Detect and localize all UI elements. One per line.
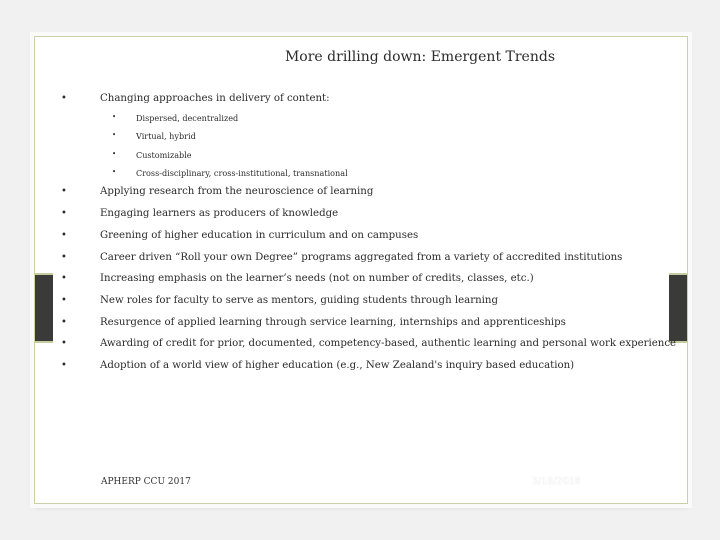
item-text: Career driven “Roll your own Degree” programs aggregated from a variety of accredited institutions (100, 252, 623, 263)
bullet-icon: • (61, 360, 67, 371)
bullet-icon: • (61, 273, 67, 284)
right-tab-decoration (669, 273, 687, 343)
item-text: Resurgence of applied learning through service learning, internships and apprenticeships (100, 317, 566, 328)
item-text: Changing approaches in delivery of content: (100, 93, 330, 104)
sub-item-text: Dispersed, decentralized (136, 113, 239, 123)
bullet-icon: • (112, 113, 117, 121)
item-text: Applying research from the neuroscience of learning (100, 186, 374, 197)
footer-date: 3/16/2018 (532, 476, 581, 487)
bullet-icon: • (61, 338, 67, 349)
bullet-icon: • (61, 208, 67, 219)
bullet-icon: • (61, 295, 67, 306)
bullet-icon: • (112, 131, 117, 139)
bullet-icon: • (112, 150, 117, 158)
item-text: New roles for faculty to serve as mentors, guiding students through learning (100, 295, 499, 306)
item-text: Greening of higher education in curriculum and on campuses (100, 230, 419, 241)
bullet-icon: • (61, 317, 67, 328)
sub-item-text: Customizable (136, 150, 192, 160)
bullet-icon: • (61, 252, 67, 263)
item-text: Adoption of a world view of higher education (e.g., New Zealand's inquiry based education) (100, 360, 575, 371)
item-text: Awarding of credit for prior, documented, competency-based, authentic learning and personal work experience (100, 338, 677, 349)
footer-label: APHERP CCU 2017 (101, 477, 191, 487)
bullet-icon: • (61, 93, 67, 104)
bullet-icon: • (61, 230, 67, 241)
item-text: Increasing emphasis on the learner’s needs (not on number of credits, classes, etc.) (100, 273, 534, 284)
slide-title: More drilling down: Emergent Trends (284, 49, 556, 65)
bullet-icon: • (112, 168, 117, 176)
sub-item-text: Virtual, hybrid (136, 131, 196, 141)
left-tab-decoration (35, 273, 53, 343)
item-text: Engaging learners as producers of knowledge (100, 208, 339, 219)
sub-item-text: Cross-disciplinary, cross-institutional, transnational (136, 168, 348, 178)
bullet-icon: • (61, 186, 67, 197)
slide-frame (34, 36, 688, 504)
